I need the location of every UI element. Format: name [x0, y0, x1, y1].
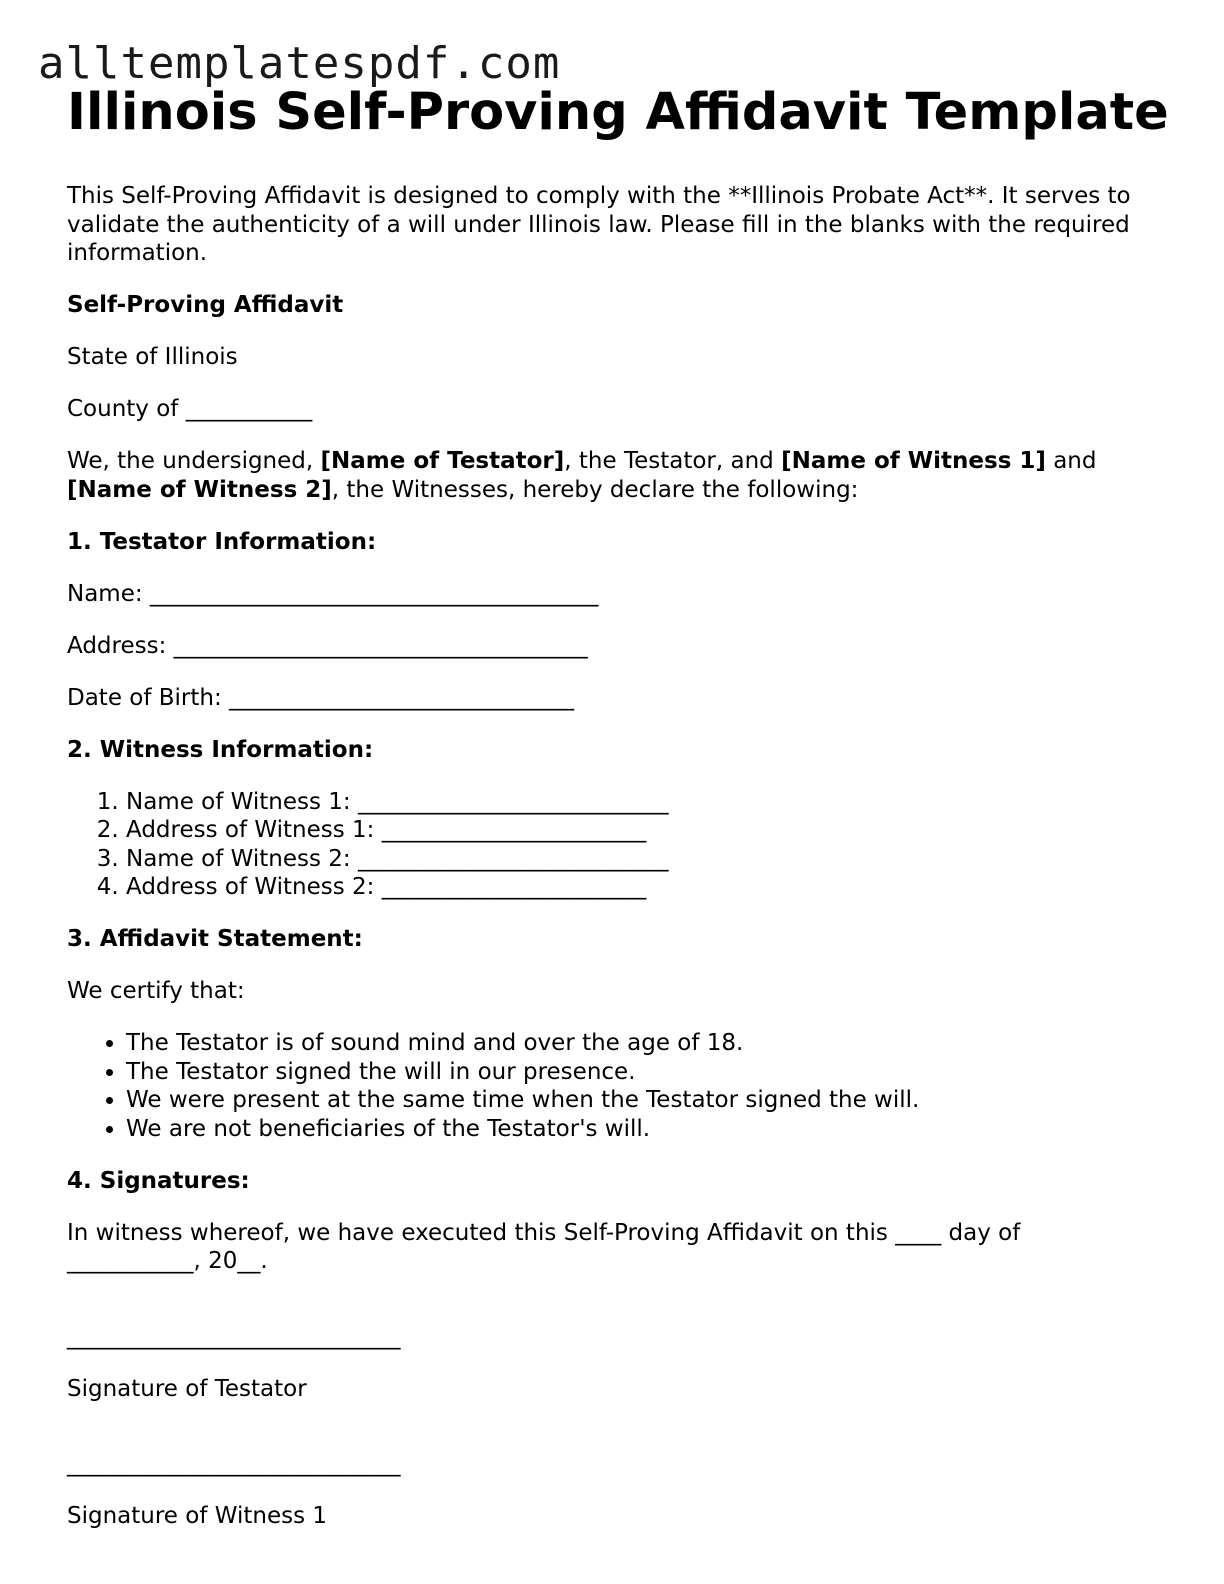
testator-dob-field: Date of Birth: ______________________________ — [67, 684, 575, 711]
declaration-paragraph — [67, 447, 1157, 504]
state-line: State of Illinois — [67, 344, 238, 370]
witness2-name-field: 3. Name of Witness 2: ___________________________ — [126, 845, 1157, 874]
witness2-placeholder: [Name of Witness 2] — [67, 476, 332, 503]
witness1-signature-label: Signature of Witness 1 — [67, 1503, 328, 1529]
site-watermark: alltemplatespdf.com — [38, 38, 561, 89]
witness1-address-field: 2. Address of Witness 1: _______________________ — [126, 816, 1157, 845]
county-line: County of ___________ — [67, 396, 313, 422]
witness1-placeholder: [Name of Witness 1] — [781, 448, 1046, 474]
section3-heading: 3. Affidavit Statement: — [67, 926, 363, 952]
page-title: Illinois Self-Proving Affidavit Template — [67, 83, 1169, 142]
declaration-text-2: , the Testator, and — [564, 448, 782, 474]
testator-signature-label: Signature of Testator — [67, 1375, 307, 1402]
document-body — [67, 82, 1169, 1554]
certification-list — [67, 1029, 1157, 1143]
witness1-signature-line: _____________________________ — [67, 1451, 401, 1477]
testator-signature-line: _____________________________ — [67, 1323, 401, 1350]
section1-heading: 1. Testator Information: — [67, 528, 377, 555]
witness2-address-field: 4. Address of Witness 2: _______________________ — [126, 873, 1157, 902]
certification-item: • The Testator is of sound mind and over the age of 18. — [126, 1029, 1157, 1058]
section4-heading: 4. Signatures: — [67, 1167, 250, 1194]
certification-item: • We are not beneficiaries of the Testator's will. — [126, 1115, 1157, 1144]
witness1-name-field: 1. Name of Witness 1: ___________________________ — [126, 788, 1157, 817]
certification-item: • The Testator signed the will in our presence. — [126, 1058, 1157, 1087]
declaration-text-1: We, the undersigned, — [67, 448, 321, 474]
certification-item: • We were present at the same time when the Testator signed the will. — [126, 1086, 1157, 1115]
certify-lead: We certify that: — [67, 978, 245, 1004]
declaration-text-4: , the Witnesses, hereby declare the following: — [331, 476, 859, 503]
witness-info-list — [67, 788, 1157, 902]
section2-heading: 2. Witness Information: — [67, 736, 374, 763]
testator-name-field: Name: _______________________________________ — [67, 580, 599, 607]
affidavit-heading: Self-Proving Affidavit — [67, 292, 344, 318]
testator-address-field: Address: ____________________________________ — [67, 632, 588, 659]
declaration-text-3: and — [1045, 448, 1097, 474]
intro-paragraph: This Self-Proving Affidavit is designed to comply with the **Illinois Probate Act**. It serves to validate the authenticity of a will under Illinois law. Please fill in the blanks with the required information. — [67, 183, 1131, 266]
witness-whereof-paragraph: In witness whereof, we have executed this Self-Proving Affidavit on this ____ day of ___________, 20__. — [67, 1219, 1021, 1274]
testator-placeholder: [Name of Testator] — [320, 448, 565, 474]
